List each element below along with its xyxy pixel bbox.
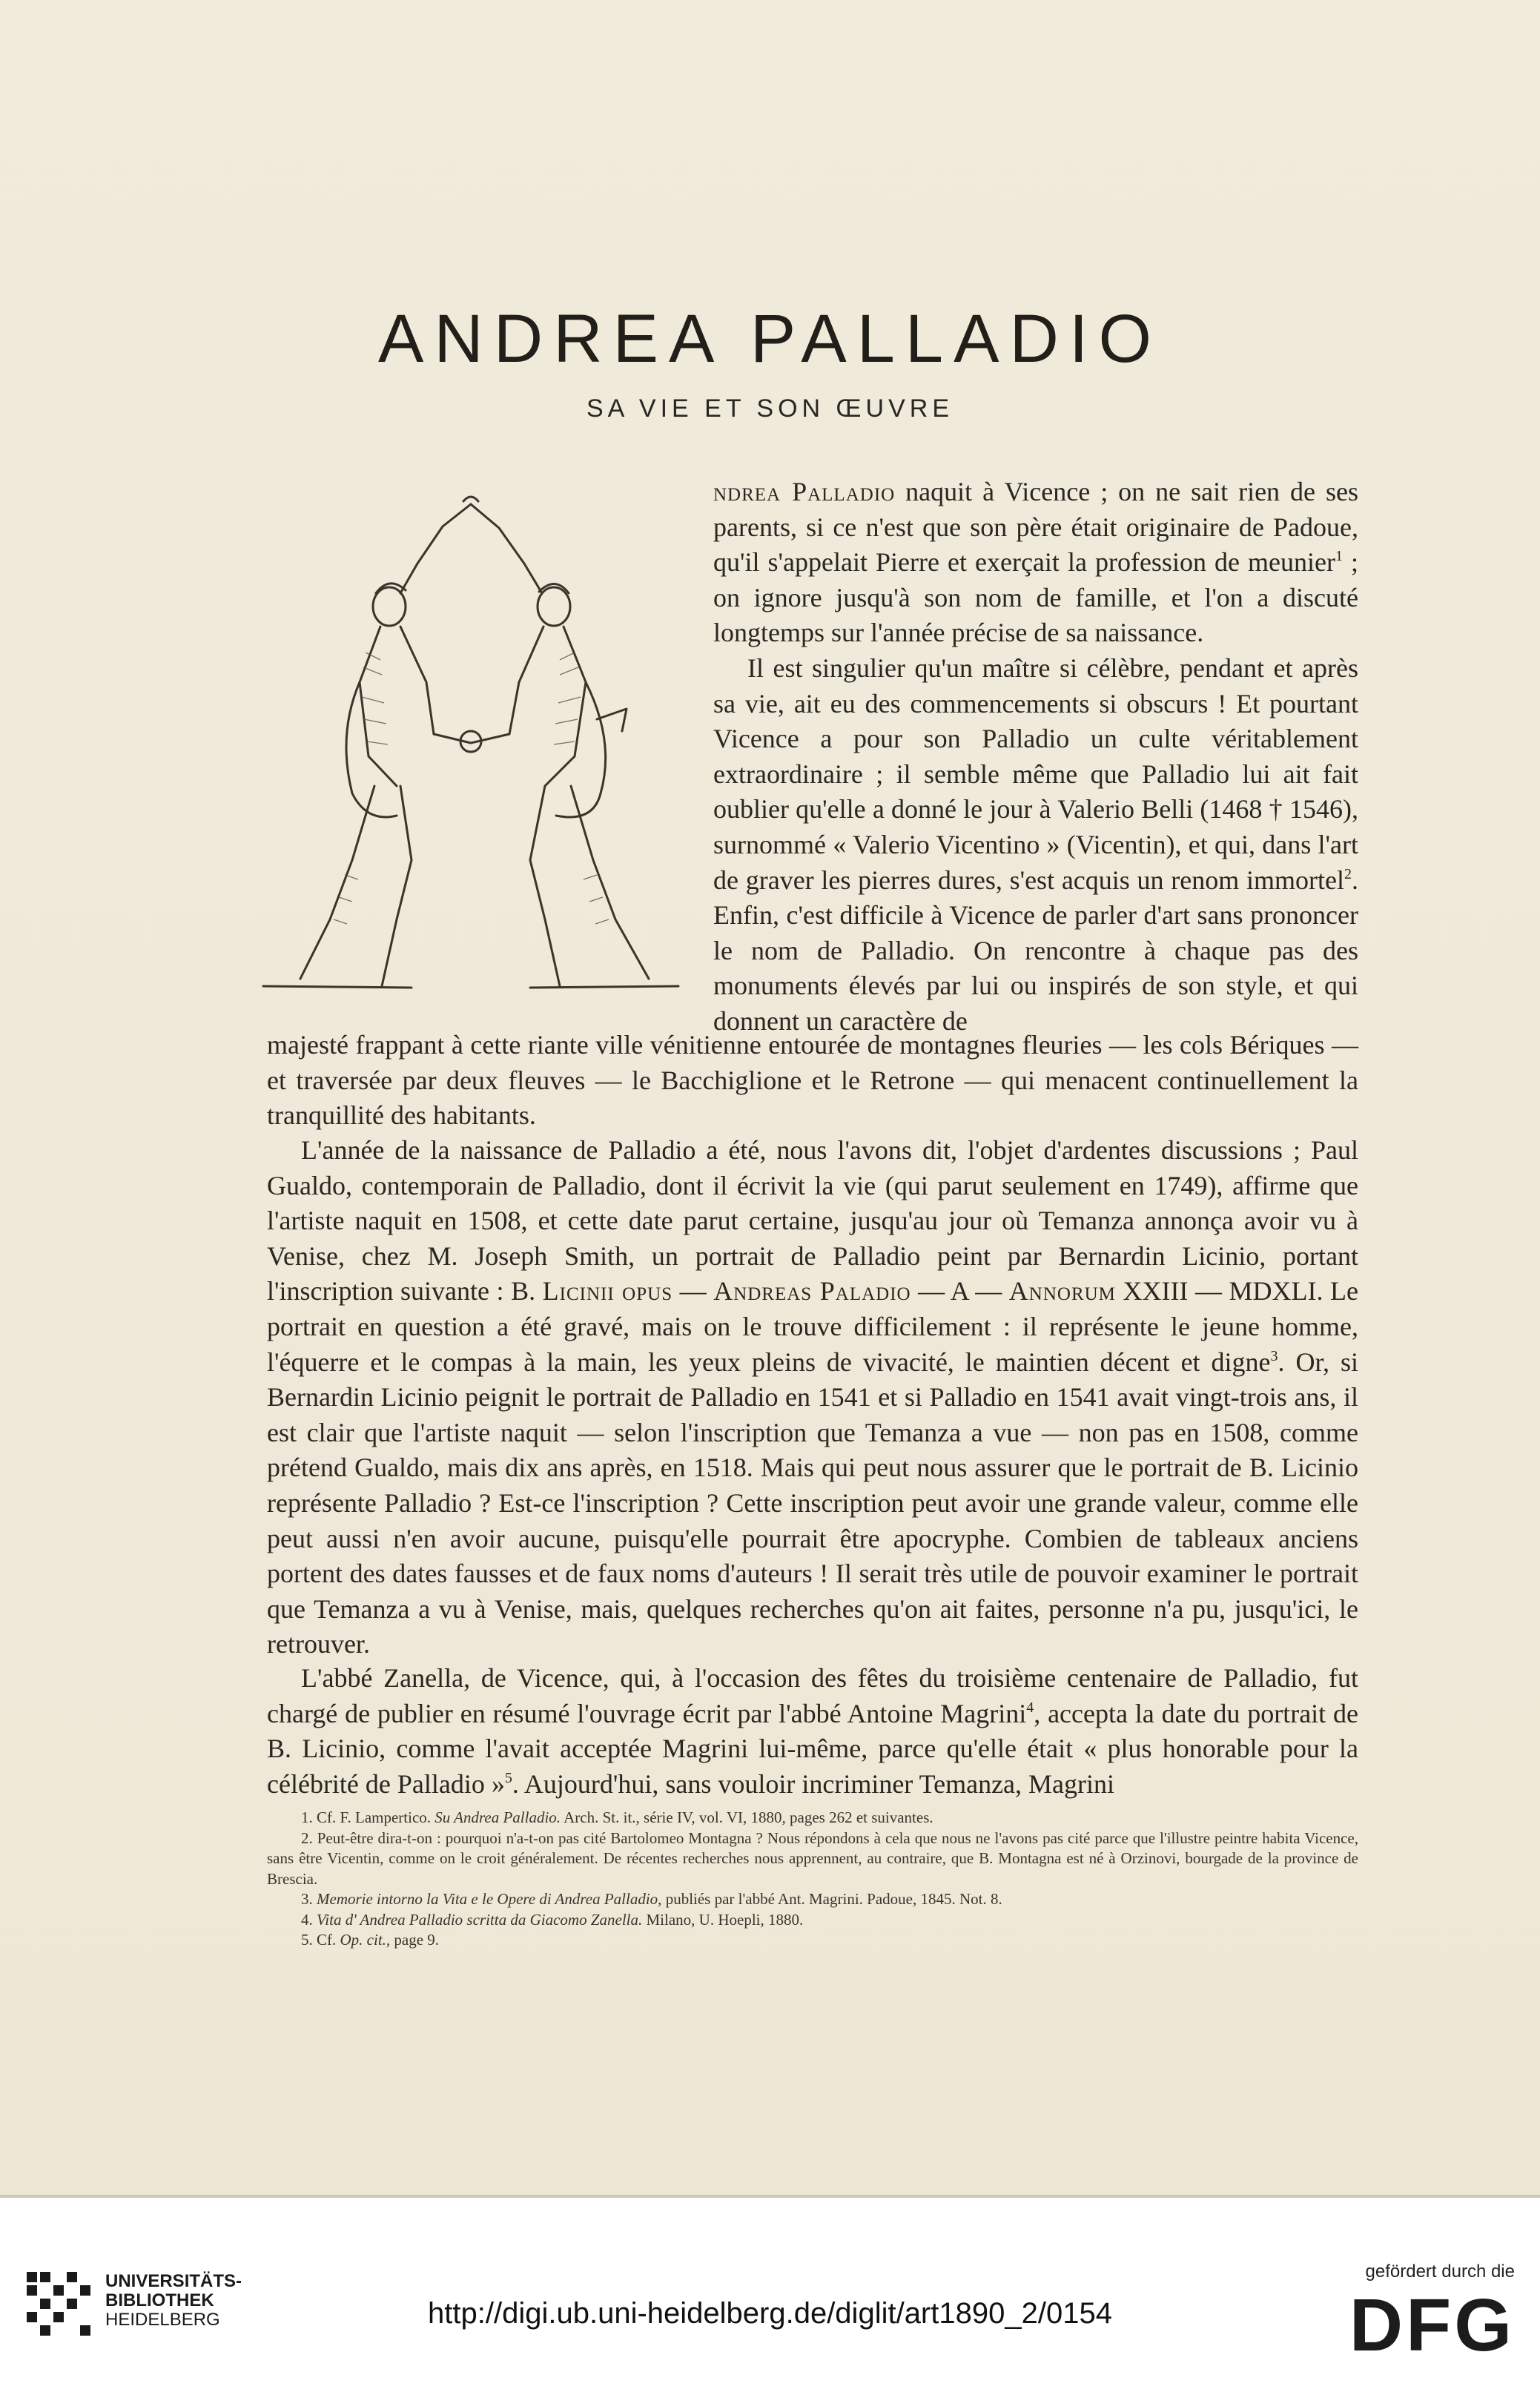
footnote-4 [267, 1910, 1358, 1931]
footnote-4-source: Milano, U. Hoepli, 1880. [642, 1910, 804, 1929]
decorative-initial-a-illustration [248, 475, 693, 1008]
inscription-licinii: Licinii opus [542, 1276, 673, 1306]
intro-smallcaps-name: ndrea Palladio [713, 477, 896, 506]
page-subtitle: SA VIE ET SON ŒUVRE [586, 394, 954, 423]
naissance-text-3: — A — [911, 1276, 1009, 1306]
naissance-text-5: . Or, si Bernardin Licinio peignit le portrait de Palladio en 1541 et si Palladio en 1541 avait vingt-trois ans, il est clair que l'artiste naquit — selon l'inscription que Temanza a vue — non pas en 1508, comme prétend Gualdo, mais dix ans après, en 1518. Mais qui peut nous assurer que le portrait de B. Licinio représente Palladio ? Est-ce l'inscription ? Cette inscription peut avoir une grande valeur, comme elle peut aussi n'en avoir aucune, puisqu'elle pourrait être apocryphe. Combien de tableaux anciens portent des dates fausses et de faux noms d'auteurs ! Il serait très utile de pouvoir examiner le portrait que Temanza a vu à Venise, mais, quelques recherches qu'on ait faites, personne n'a pu, jusqu'ici, le retrouver. [267, 1347, 1358, 1659]
continuation-paragraph: majesté frappant à cette riante ville vénitienne entourée de montagnes fleuries — les cols Bériques — et traversée par deux fleuves — le Bacchiglione et le Retrone — qui menacent continuellement la tranquillité des habitants. [267, 1030, 1358, 1131]
page-title: ANDREA PALLADIO [377, 301, 1163, 377]
footnote-1-title: Su Andrea Palladio. [434, 1808, 561, 1826]
footnote-3-title: Memorie intorno la Vita e le Opere di Andrea Palladio, [317, 1890, 662, 1908]
zanella-text-3: . Aujourd'hui, sans vouloir incriminer Temanza, Magrini [512, 1768, 1115, 1799]
footnote-1-source: Arch. St. it., série IV, vol. VI, 1880, pages 262 et suivantes. [561, 1808, 933, 1826]
footnote-5-title: Op. cit., [340, 1931, 391, 1949]
naissance-paragraph [267, 1133, 1358, 1662]
footnote-5-number: 5. Cf. [301, 1931, 340, 1949]
zanella-text-1: L'abbé Zanella, de Vicence, qui, à l'occasion des fêtes du troisième centenaire de Palladio, fut chargé de publier en résumé l'ouvrage écrit par l'abbé Antoine Magrini [267, 1663, 1358, 1728]
library-name-line-1: UNIVERSITÄTS- [105, 2271, 242, 2291]
footnote-ref-1[interactable]: 1 [1335, 548, 1343, 565]
library-name-line-2: BIBLIOTHEK [105, 2290, 214, 2310]
singulier-text: Il est singulier qu'un maître si célèbre, pendant et après sa vie, ait eu des commencements si obscurs ! Et pourtant Vicence a pour son Palladio un culte véritablement extraordinaire ; il semble même que Palladio lui ait fait oublier qu'elle a donné le jour à Valerio Belli (1468 † 1546), surnommé « Valerio Vicentino » (Vicentin), et qui, dans l'art de graver les pierres dures, s'est acquis un renom immortel [713, 652, 1358, 895]
footnote-1-text: 1. Cf. F. Lampertico. [301, 1808, 435, 1826]
library-name-line-3: HEIDELBERG [105, 2310, 220, 2330]
footnote-4-title: Vita d' Andrea Palladio scritta da Giacomo Zanella. [317, 1910, 643, 1929]
footnote-1 [267, 1808, 1358, 1828]
footnote-5-source: page 9. [390, 1931, 440, 1949]
intro-paragraph [713, 475, 1358, 651]
singulier-text-2: . Enfin, c'est difficile à Vicence de parler d'art sans prononcer le nom de Palladio. On rencontre à chaque pas des monuments élevés par lui ou inspirés de son style, et qui donnent un caractère de [713, 865, 1358, 1036]
naissance-text-1: L'année de la naissance de Palladio a été, nous l'avons dit, l'objet d'ardentes discussions ; Paul Gualdo, contemporain de Palladio, dont il écrivit la vie (qui parut seulement en 1749), affirme que l'artiste naquit en 1508, et cette date parut certaine, jusqu'au jour où Temanza annonça avoir vu à Venise, chez M. Joseph Smith, un portrait de Palladio peint par Bernardin Licinio, portant l'inscription suivante : B. [267, 1135, 1358, 1306]
footnote-ref-5[interactable]: 5 [504, 1769, 512, 1786]
footnote-3-source: publiés par l'abbé Ant. Magrini. Padoue, 1845. Not. 8. [661, 1890, 1002, 1908]
zanella-text-2: , accepta la date du portrait de B. Licinio, comme l'avait acceptée Magrini lui-même, parce qu'elle était « plus honorable pour la célébrité de Palladio » [267, 1698, 1358, 1799]
footnote-ref-4[interactable]: 4 [1026, 1699, 1034, 1716]
footnote-2: 2. Peut-être dira-t-on : pourquoi n'a-t-on pas cité Bartolomeo Montagna ? Nous répondons à cela que nous ne l'avons pas cité parce que l'illustre peintre habita Vicence, sans être Vicentin, comme on le croit généralement. De récentes recherches nous apprennent, au contraire, que B. Montagna est né à Orzinovi, bourgade de la province de Brescia. [267, 1828, 1358, 1888]
footnote-4-number: 4. [301, 1910, 317, 1929]
footnote-5 [267, 1930, 1358, 1951]
footnote-3-number: 3. [301, 1890, 317, 1908]
singulier-paragraph [713, 651, 1358, 1040]
funding-label: gefördert durch die [1365, 2262, 1515, 2282]
intro-text-2: ; on ignore jusqu'à son nom de famille, et l'on a discuté longtemps sur l'année précise de sa naissance. [713, 547, 1358, 648]
footnote-3 [267, 1889, 1358, 1910]
zanella-paragraph [267, 1661, 1358, 1802]
inscription-annorum: Annorum [1008, 1276, 1116, 1306]
footnote-ref-3[interactable]: 3 [1270, 1347, 1278, 1364]
inscription-andreas: Andreas Paladio [713, 1276, 911, 1306]
footnote-ref-2[interactable]: 2 [1344, 865, 1352, 882]
intro-text: naquit à Vicence ; on ne sait rien de ses parents, si ce n'est que son père était originaire de Padoue, qu'il s'appelait Pierre et exerçait la profession de meunier [713, 477, 1358, 578]
permalink-url[interactable]: http://digi.ub.uni-heidelberg.de/diglit/art1890_2/0154 [428, 2297, 1112, 2330]
footer-divider [0, 2195, 1540, 2198]
naissance-text-2: — [672, 1276, 714, 1306]
intro-paragraphs [713, 475, 1358, 1040]
dfg-logo: DFG [1349, 2284, 1515, 2367]
naissance-text-4: XXIII — MDXLI. Le portrait en question a été gravé, mais on le trouve difficilement : il représente le jeune homme, l'équerre et le compas à la main, les yeux pleins de vivacité, le maintien décent et digne [267, 1276, 1358, 1377]
footnotes [267, 1808, 1358, 1951]
